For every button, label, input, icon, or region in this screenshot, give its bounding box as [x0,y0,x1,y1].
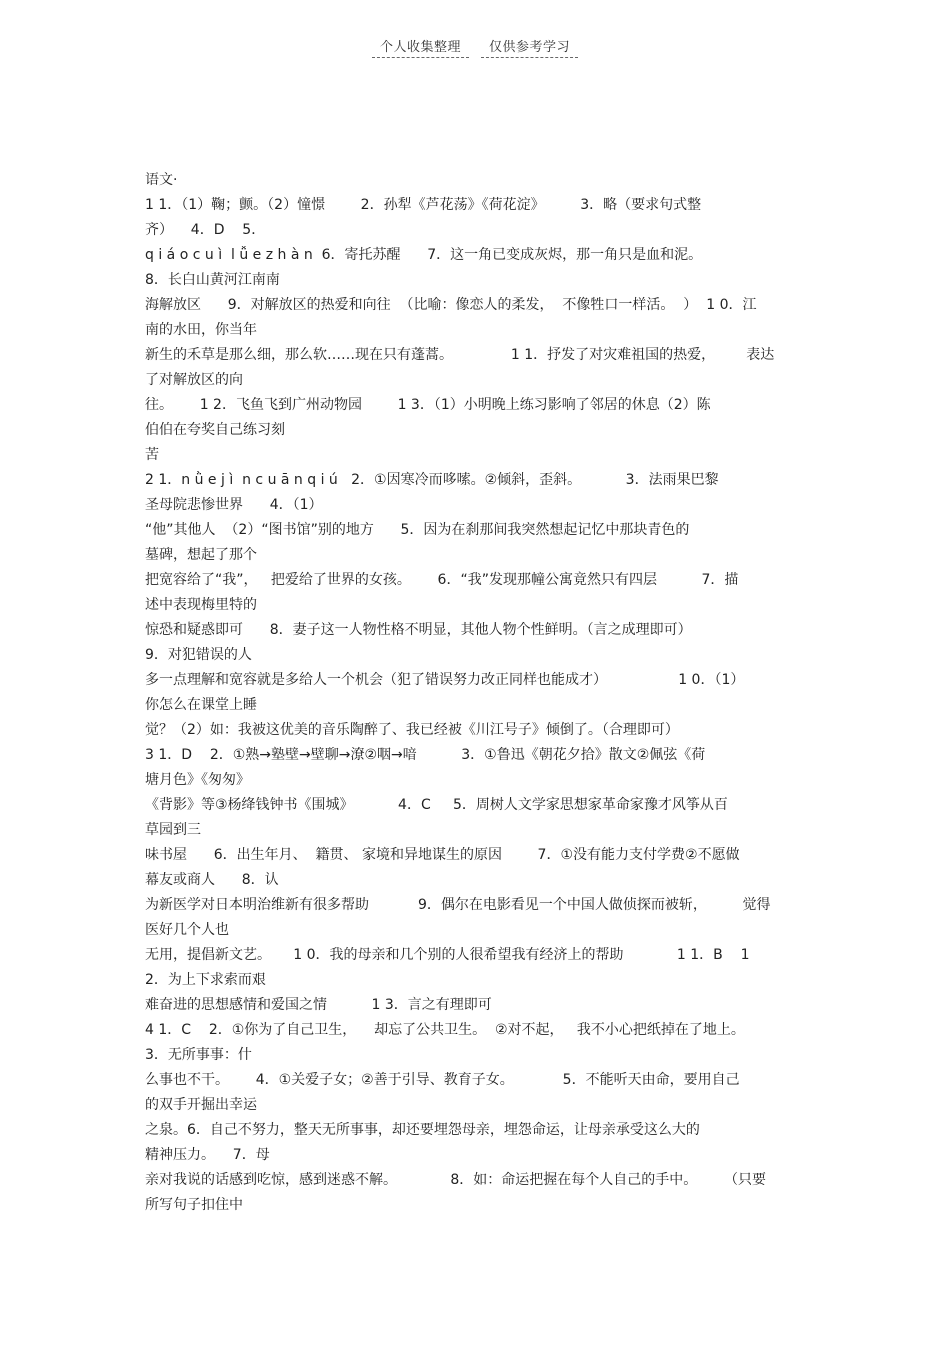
text-line: 塘月色》《匆匆》 [145,772,250,788]
text-line: 墓碑，想起了那个 [145,547,257,563]
text-line: 述中表现梅里特的 [145,597,257,613]
header-right-text: 仅供参考学习 [481,36,578,58]
text-line: 觉？（2）如：我被这优美的音乐陶醉了、我已经被《川江号子》倾倒了。（合理即可） [145,722,679,738]
text-line: 圣母院悲惨世界 4．（1） [145,497,323,513]
text-line: 亲对我说的话感到吃惊，感到迷惑不解。 8．如：命运把握在每个人自己的手中。 （只要 [145,1172,767,1188]
text-line: 8．长白山黄河江南南 [145,272,280,288]
text-line: 伯伯在夸奖自己练习刻 [145,422,285,438]
text-line: 你怎么在课堂上睡 [145,697,257,713]
text-line: 往。 1 2．飞鱼飞到广州动物园 1 3．（1）小明晚上练习影响了邻居的休息（2）陈 [145,397,711,413]
text-line: 之泉。6．自己不努力，整天无所事事，却还要埋怨母亲，埋怨命运，让母亲承受这么大的 [145,1122,700,1138]
text-line: 2．为上下求索而艰 [145,972,266,988]
text-line: 无用，提倡新文艺。 1 0．我的母亲和几个别的人很希望我有经济上的帮助 1 1．B 1 [145,947,750,963]
text-line: 《背影》等③杨绛钱钟书《围城》 4．C 5．周树人文学家思想家革命家豫才风筝从百 [145,797,728,813]
text-line: 所写句子扣住中 [145,1197,243,1213]
text-line: 9．对犯错误的人 [145,647,252,663]
text-line: 味书屋 6．出生年月、 籍贯、 家境和异地谋生的原因 7．①没有能力支付学费②不愿做 [145,847,740,863]
text-line: 么事也不干。 4．①关爱子女；②善于引导、教育子女。 5．不能听天由命，要用自己 [145,1072,740,1088]
text-line: 把宽容给了“我”， 把爱给了世界的女孩。 6．“我”发现那幢公寓竟然只有四层 7．描 [145,572,739,588]
text-line: 了对解放区的向 [145,372,243,388]
text-line: 多一点理解和宽容就是多给人一个机会（犯了错误努力改正同样也能成才） 1 0．（1） [145,672,745,688]
text-line: 语文· [145,172,178,188]
text-line: 幕友或商人 8．认 [145,872,279,888]
text-line: 南的水田，你当年 [145,322,257,338]
text-line: “他”其他人 （2）“图书馆”别的地方 5．因为在刹那间我突然想起记忆中那块青色的 [145,522,690,538]
text-line: 1 1．（1）鞠；颤。（2）憧憬 2．孙犁《芦花荡》《荷花淀》 3．略（要求句式整 [145,197,702,213]
text-line: 为新医学对日本明治维新有很多帮助 9．偶尔在电影看见一个中国人做侦探而被斩， 觉得 [145,897,771,913]
header-left-text: 个人收集整理 [372,36,469,58]
text-line: q i á o c u ì l ǚ e z h à n 6．寄托苏醒 7．这一角已变成灰烬，那一角只是血和泥。 [145,247,703,263]
text-line: 2 1．n ǜ e j ì n c u ā n q i ú 2．①因寒冷而哆嗦。②倾斜，歪斜。 3．法雨果巴黎 [145,472,719,488]
text-line: 齐） 4．D 5． [145,222,266,238]
text-line: 草园到三 [145,822,201,838]
answer-body [145,168,810,1218]
text-line: 苦 [145,447,159,463]
text-line: 精神压力。 7．母 [145,1147,270,1163]
text-line: 4 1．C 2．①你为了自己卫生， 却忘了公共卫生。 ②对不起， 我不小心把纸掉在了地上。 [145,1022,745,1038]
text-line: 的双手开掘出幸运 [145,1097,257,1113]
text-line: 新生的禾草是那么细，那么软……现在只有蓬蒿。 1 1．抒发了对灾难祖国的热爱， 表达 [145,347,775,363]
text-line: 难奋进的思想感情和爱国之情 1 3．言之有理即可 [145,997,492,1013]
text-line: 3 1．D 2．①熟→塾壁→壁聊→潦②咽→喑 3．①鲁迅《朝花夕拾》散文②佩弦《荷 [145,747,706,763]
text-line: 医好几个人也 [145,922,229,938]
text-line: 海解放区 9．对解放区的热爱和向往 （比喻：像恋人的柔发， 不像牲口一样活。 ） 1 0．江 [145,297,757,313]
text-line: 惊恐和疑惑即可 8．妻子这一人物性格不明显，其他人物个性鲜明。（言之成理即可） [145,622,692,638]
page-header [0,36,950,58]
text-line: 3．无所事事：什 [145,1047,252,1063]
